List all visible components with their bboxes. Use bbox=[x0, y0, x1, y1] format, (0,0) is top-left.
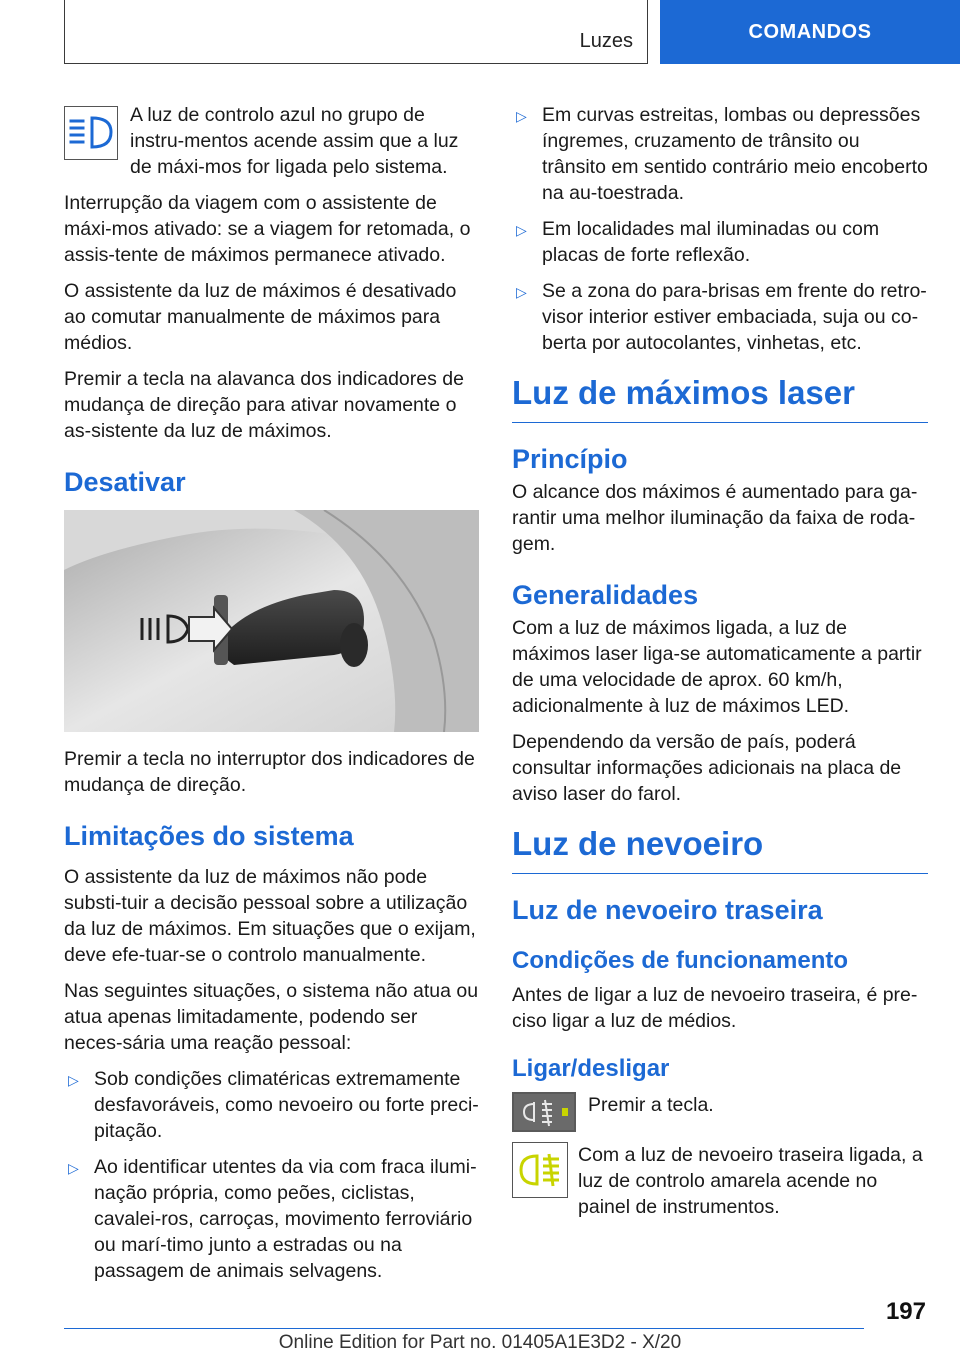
chapter-tab: COMANDOS bbox=[660, 0, 960, 64]
turn-signal-lever-photo bbox=[64, 510, 479, 732]
bullet-triangle-icon: ▷ bbox=[68, 1160, 79, 1176]
list-item: ▷ Ao identificar utentes da via com fraca ilumi-nação própria, como peões, ciclistas, cavalei-ros, carroças, movimento ferroviário ou marí-timo junto a estradas ou na passagem de animais selvagens. bbox=[68, 1156, 477, 1282]
rear-fog-indicator-row bbox=[512, 1142, 928, 1220]
limitations-list bbox=[64, 1066, 479, 1284]
heading-conditions: Condições de funcionamento bbox=[512, 947, 849, 974]
paragraph-principio: O alcance dos máximos é aumentado para ga-rantir uma melhor iluminação da faixa de roda-gem. bbox=[512, 481, 918, 555]
header-section-box bbox=[64, 0, 648, 64]
paragraph-reactivate: Premir a tecla na alavanca dos indicadores de mudança de direção para ativar novamente o as-sistente da luz de máximos. bbox=[64, 368, 464, 442]
paragraph-situations: Nas seguintes situações, o sistema não atua ou atua apenas limitadamente, podendo ser neces-sária uma reação pessoal: bbox=[64, 980, 479, 1054]
heading-limitacoes: Limitações do sistema bbox=[64, 821, 354, 851]
right-column bbox=[512, 102, 928, 1220]
list-item: ▷ Sob condições climatéricas extremamente desfavoráveis, como nevoeiro ou forte preci-pitação. bbox=[68, 1068, 479, 1142]
paragraph-generalidades-2: Dependendo da versão de país, poderá consultar informações adicionais na placa de aviso laser do farol. bbox=[512, 731, 902, 805]
section-title: Luzes bbox=[579, 30, 633, 52]
heading-fog-light: Luz de nevoeiro bbox=[512, 825, 928, 874]
paragraph-conditions: Antes de ligar a luz de nevoeiro traseira, é pre-ciso ligar a luz de médios. bbox=[512, 984, 918, 1032]
bullet-triangle-icon: ▷ bbox=[516, 108, 527, 124]
bullet-triangle-icon: ▷ bbox=[68, 1072, 79, 1088]
paragraph-desativar: Premir a tecla no interruptor dos indicadores de mudança de direção. bbox=[64, 748, 475, 796]
fog-indicator-description: Com a luz de nevoeiro traseira ligada, a luz de controlo amarela acende no painel de instrumentos. bbox=[578, 1144, 923, 1218]
rear-fog-button-row bbox=[512, 1092, 928, 1132]
list-item: ▷ Em localidades mal iluminadas ou com placas de forte reflexão. bbox=[516, 218, 880, 266]
list-item: ▷ Se a zona do para-brisas em frente do retro-visor interior estiver embaciada, suja ou co-berta por autocolantes, vinhetas, etc. bbox=[516, 280, 927, 354]
heading-desativar: Desativar bbox=[64, 467, 186, 497]
heading-generalidades: Generalidades bbox=[512, 580, 699, 610]
paragraph-limitations: O assistente da luz de máximos não pode substi-tuir a decisão pessoal sobre a utilização da luz de máximos. Em situações que o exijam, deve efe-tuar-se o controlo manualmente. bbox=[64, 866, 476, 966]
rear-fog-indicator-icon bbox=[512, 1142, 568, 1198]
paragraph-interruption: Interrupção da viagem com o assistente de máxi-mos ativado: se a viagem for retomada, o assis-tente de máximos permanece ativado. bbox=[64, 192, 471, 266]
footer-edition: Online Edition for Part no. 01405A1E3D2 - X/20 bbox=[278, 1332, 682, 1353]
bullet-triangle-icon: ▷ bbox=[516, 222, 527, 238]
heading-principio: Princípio bbox=[512, 444, 628, 474]
page-number: 197 bbox=[885, 1298, 926, 1325]
paragraph-deactivation: O assistente da luz de máximos é desativado ao comutar manualmente de máximos para médios. bbox=[64, 280, 457, 354]
press-button-text: Premir a tecla. bbox=[588, 1094, 714, 1116]
heading-rear-fog: Luz de nevoeiro traseira bbox=[512, 895, 823, 925]
heading-laser-high-beam: Luz de máximos laser bbox=[512, 374, 928, 423]
limitations-list-continued bbox=[512, 102, 928, 356]
left-column bbox=[64, 102, 479, 1294]
paragraph-generalidades-1: Com a luz de máximos ligada, a luz de máximos laser liga-se automaticamente a partir de uma velocidade de aprox. 60 km/h, adicionalmente à luz de máximos LED. bbox=[512, 617, 922, 717]
list-item: ▷ Em curvas estreitas, lombas ou depressões íngremes, cruzamento de trânsito ou trânsito em sentido contrário meio encoberto na au-toestrada. bbox=[516, 104, 928, 204]
high-beam-indicator-icon bbox=[64, 106, 118, 160]
indicator-description: A luz de controlo azul no grupo de instru-mentos acende assim que a luz de máxi-mos for ligada pelo sistema. bbox=[130, 104, 459, 178]
bullet-triangle-icon: ▷ bbox=[516, 284, 527, 300]
heading-on-off: Ligar/desligar bbox=[512, 1055, 670, 1082]
footer-divider bbox=[64, 1328, 864, 1329]
high-beam-indicator-row bbox=[64, 102, 479, 180]
rear-fog-button-icon bbox=[512, 1092, 576, 1132]
